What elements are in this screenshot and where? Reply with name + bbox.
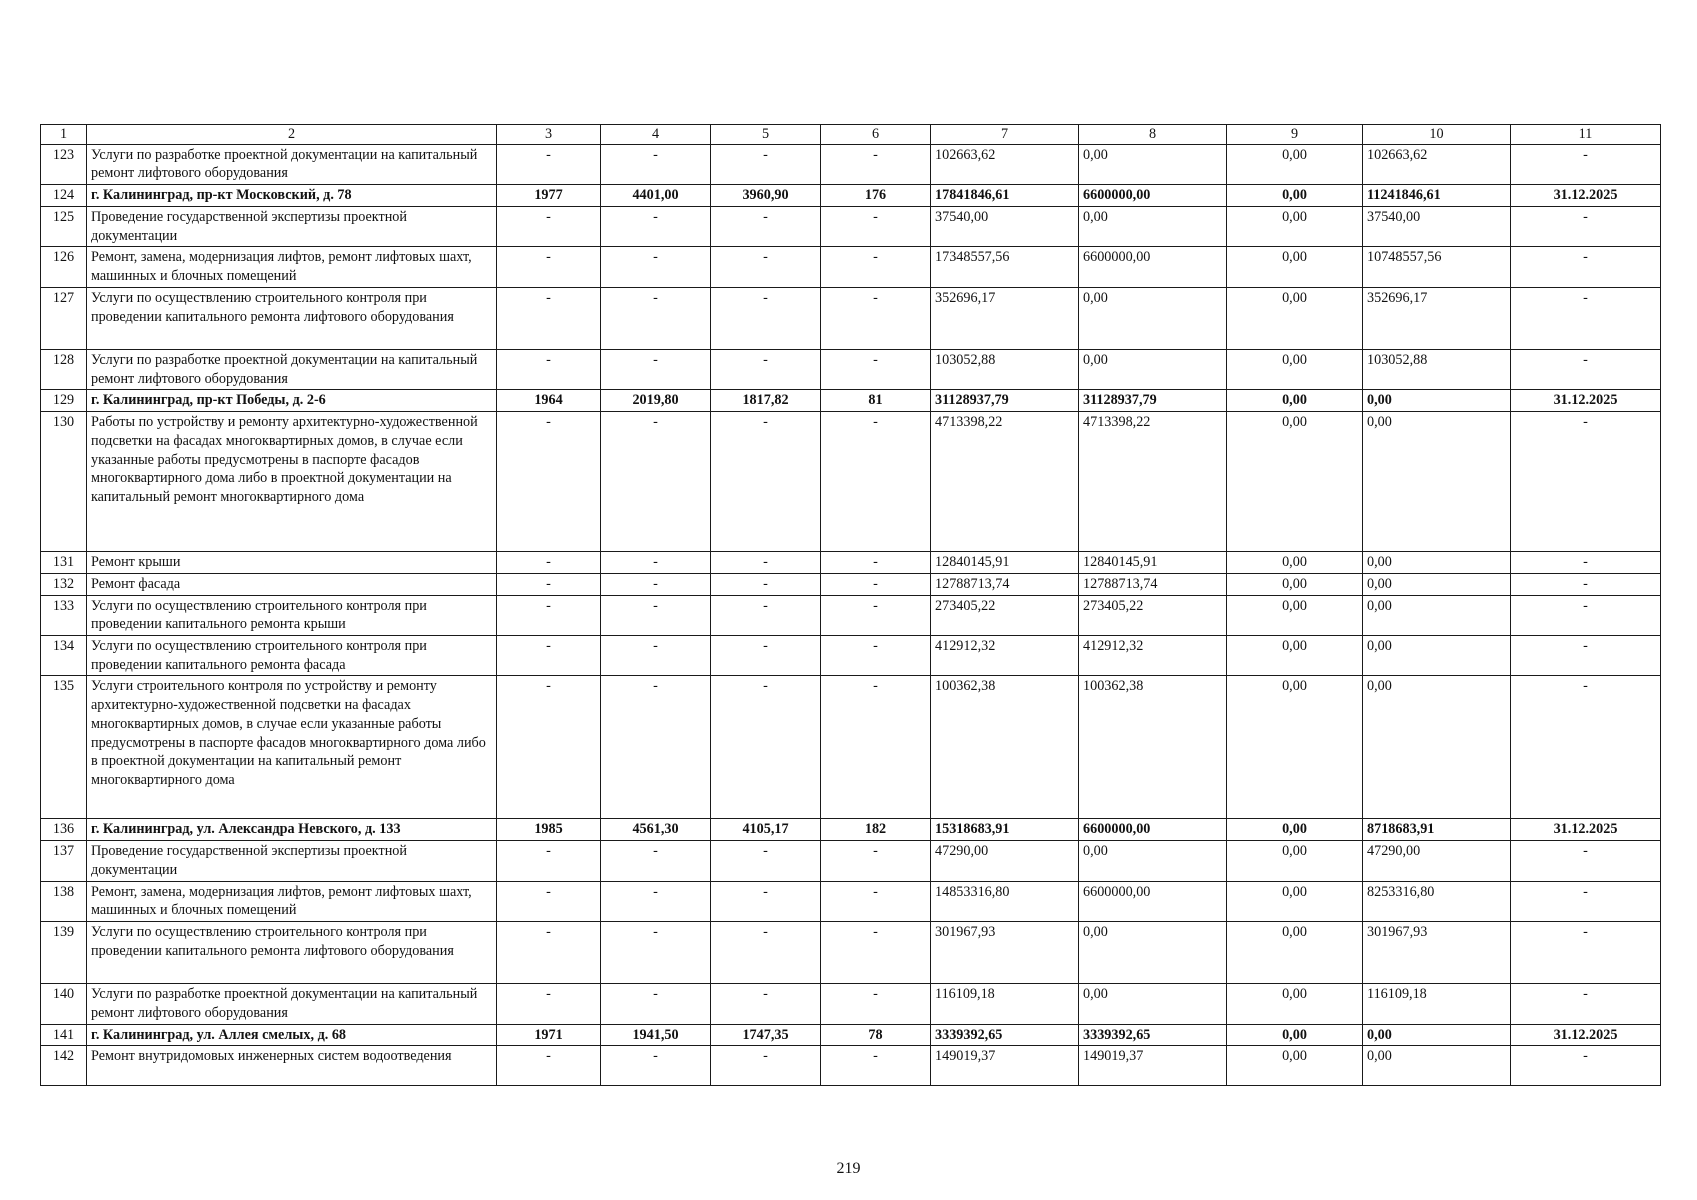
row-number: 129 — [41, 390, 87, 412]
build-year: - — [497, 412, 601, 552]
cost-column-8: 12788713,74 — [1079, 573, 1227, 595]
work-row — [41, 922, 1661, 984]
living-area: - — [711, 349, 821, 389]
living-area: - — [711, 1046, 821, 1086]
residents-count: - — [821, 676, 931, 819]
cost-column-9: 0,00 — [1227, 552, 1363, 574]
living-area: 4105,17 — [711, 819, 821, 841]
row-number: 141 — [41, 1024, 87, 1046]
total-cost: 301967,93 — [931, 922, 1079, 984]
row-number: 135 — [41, 676, 87, 819]
cost-column-10: 47290,00 — [1363, 841, 1511, 881]
living-area: 1817,82 — [711, 390, 821, 412]
total-area: - — [601, 573, 711, 595]
row-number: 123 — [41, 144, 87, 184]
cost-column-8: 3339392,65 — [1079, 1024, 1227, 1046]
cost-column-8: 273405,22 — [1079, 595, 1227, 635]
living-area: - — [711, 412, 821, 552]
work-description: Работы по устройству и ремонту архитектурно-художественной подсветки на фасадах многоквартирных домов, в случае если указанные работы предусмотрены в паспорте фасадов многоквартирного дома либо в проектной документации на капитальный ремонт многоквартирного дома — [87, 412, 497, 552]
cost-column-10: 0,00 — [1363, 595, 1511, 635]
cost-column-8: 0,00 — [1079, 841, 1227, 881]
cost-column-9: 0,00 — [1227, 349, 1363, 389]
address-row — [41, 1024, 1661, 1046]
capital-repair-table — [40, 124, 1661, 1086]
living-area: - — [711, 552, 821, 574]
work-description: Услуги по осуществлению строительного контроля при проведении капитального ремонта лифтового оборудования — [87, 287, 497, 349]
cost-column-9: 0,00 — [1227, 984, 1363, 1024]
cost-column-10: 352696,17 — [1363, 287, 1511, 349]
column-number: 9 — [1227, 125, 1363, 145]
column-number: 6 — [821, 125, 931, 145]
deadline: 31.12.2025 — [1511, 390, 1661, 412]
work-row — [41, 984, 1661, 1024]
row-number: 131 — [41, 552, 87, 574]
cost-column-8: 0,00 — [1079, 144, 1227, 184]
cost-column-9: 0,00 — [1227, 287, 1363, 349]
living-area: - — [711, 573, 821, 595]
build-year: 1985 — [497, 819, 601, 841]
total-cost: 3339392,65 — [931, 1024, 1079, 1046]
column-number: 1 — [41, 125, 87, 145]
total-cost: 352696,17 — [931, 287, 1079, 349]
total-area: - — [601, 841, 711, 881]
total-area: - — [601, 349, 711, 389]
deadline: - — [1511, 349, 1661, 389]
build-year: - — [497, 636, 601, 676]
work-description: Услуги по разработке проектной документации на капитальный ремонт лифтового оборудования — [87, 984, 497, 1024]
total-area: - — [601, 206, 711, 246]
total-cost: 102663,62 — [931, 144, 1079, 184]
work-row — [41, 595, 1661, 635]
cost-column-9: 0,00 — [1227, 412, 1363, 552]
total-cost: 103052,88 — [931, 349, 1079, 389]
cost-column-9: 0,00 — [1227, 1024, 1363, 1046]
work-row — [41, 247, 1661, 287]
work-row — [41, 881, 1661, 921]
total-area: - — [601, 412, 711, 552]
cost-column-10: 301967,93 — [1363, 922, 1511, 984]
build-year: - — [497, 349, 601, 389]
build-year: 1977 — [497, 185, 601, 207]
address-row — [41, 819, 1661, 841]
column-number: 3 — [497, 125, 601, 145]
deadline: - — [1511, 984, 1661, 1024]
work-description: Услуги по разработке проектной документации на капитальный ремонт лифтового оборудования — [87, 349, 497, 389]
deadline: - — [1511, 922, 1661, 984]
row-number: 138 — [41, 881, 87, 921]
residents-count: - — [821, 841, 931, 881]
row-number: 134 — [41, 636, 87, 676]
cost-column-9: 0,00 — [1227, 1046, 1363, 1086]
row-number: 128 — [41, 349, 87, 389]
cost-column-10: 0,00 — [1363, 412, 1511, 552]
deadline: - — [1511, 247, 1661, 287]
cost-column-9: 0,00 — [1227, 390, 1363, 412]
work-description: Ремонт фасада — [87, 573, 497, 595]
living-area: - — [711, 287, 821, 349]
build-year: - — [497, 676, 601, 819]
build-year: - — [497, 206, 601, 246]
residents-count: 182 — [821, 819, 931, 841]
residents-count: - — [821, 1046, 931, 1086]
column-number: 2 — [87, 125, 497, 145]
total-area: - — [601, 984, 711, 1024]
living-area: - — [711, 636, 821, 676]
cost-column-10: 103052,88 — [1363, 349, 1511, 389]
cost-column-10: 116109,18 — [1363, 984, 1511, 1024]
build-year: - — [497, 881, 601, 921]
cost-column-10: 11241846,61 — [1363, 185, 1511, 207]
deadline: - — [1511, 552, 1661, 574]
residents-count: - — [821, 573, 931, 595]
residents-count: - — [821, 595, 931, 635]
cost-column-10: 0,00 — [1363, 636, 1511, 676]
residents-count: - — [821, 349, 931, 389]
cost-column-10: 37540,00 — [1363, 206, 1511, 246]
deadline: - — [1511, 412, 1661, 552]
cost-column-10: 0,00 — [1363, 552, 1511, 574]
work-description: Ремонт внутридомовых инженерных систем водоотведения — [87, 1046, 497, 1086]
address-row — [41, 185, 1661, 207]
living-area: - — [711, 984, 821, 1024]
work-description: Ремонт крыши — [87, 552, 497, 574]
column-number-row — [41, 125, 1661, 145]
build-year: - — [497, 144, 601, 184]
total-cost: 273405,22 — [931, 595, 1079, 635]
work-row — [41, 206, 1661, 246]
total-cost: 149019,37 — [931, 1046, 1079, 1086]
total-cost: 12788713,74 — [931, 573, 1079, 595]
build-year: - — [497, 573, 601, 595]
table-body — [41, 125, 1661, 1086]
cost-column-9: 0,00 — [1227, 573, 1363, 595]
deadline: - — [1511, 595, 1661, 635]
total-area: - — [601, 552, 711, 574]
address-row — [41, 390, 1661, 412]
deadline: 31.12.2025 — [1511, 819, 1661, 841]
cost-column-9: 0,00 — [1227, 595, 1363, 635]
cost-column-10: 0,00 — [1363, 1024, 1511, 1046]
total-area: - — [601, 595, 711, 635]
deadline: 31.12.2025 — [1511, 185, 1661, 207]
cost-column-9: 0,00 — [1227, 636, 1363, 676]
living-area: - — [711, 144, 821, 184]
work-row — [41, 552, 1661, 574]
page-number: 219 — [836, 1160, 861, 1177]
residents-count: - — [821, 881, 931, 921]
deadline: - — [1511, 1046, 1661, 1086]
residents-count: - — [821, 144, 931, 184]
work-description: Ремонт, замена, модернизация лифтов, ремонт лифтовых шахт, машинных и блочных помещений — [87, 881, 497, 921]
work-description: Проведение государственной экспертизы проектной документации — [87, 841, 497, 881]
row-number: 137 — [41, 841, 87, 881]
build-year: - — [497, 595, 601, 635]
build-year: - — [497, 552, 601, 574]
work-row — [41, 412, 1661, 552]
total-area: 1941,50 — [601, 1024, 711, 1046]
work-description: Проведение государственной экспертизы проектной документации — [87, 206, 497, 246]
build-year: 1971 — [497, 1024, 601, 1046]
row-number: 124 — [41, 185, 87, 207]
total-area: 4561,30 — [601, 819, 711, 841]
row-number: 127 — [41, 287, 87, 349]
total-cost: 37540,00 — [931, 206, 1079, 246]
total-cost: 4713398,22 — [931, 412, 1079, 552]
cost-column-10: 0,00 — [1363, 1046, 1511, 1086]
cost-column-10: 102663,62 — [1363, 144, 1511, 184]
row-number: 125 — [41, 206, 87, 246]
cost-column-9: 0,00 — [1227, 144, 1363, 184]
total-cost: 47290,00 — [931, 841, 1079, 881]
deadline: - — [1511, 287, 1661, 349]
cost-column-9: 0,00 — [1227, 206, 1363, 246]
total-area: 4401,00 — [601, 185, 711, 207]
total-area: 2019,80 — [601, 390, 711, 412]
total-cost: 17841846,61 — [931, 185, 1079, 207]
cost-column-10: 0,00 — [1363, 573, 1511, 595]
cost-column-8: 6600000,00 — [1079, 881, 1227, 921]
row-number: 139 — [41, 922, 87, 984]
document-sheet — [40, 124, 1660, 1086]
work-row — [41, 676, 1661, 819]
work-description: Услуги строительного контроля по устройству и ремонту архитектурно-художественной подсветки на фасадах многоквартирных домов, в случае если указанные работы предусмотрены в паспорте фасадов многоквартирного дома либо в проектной документации на капитальный ремонт многоквартирного дома — [87, 676, 497, 819]
residents-count: - — [821, 552, 931, 574]
cost-column-8: 0,00 — [1079, 206, 1227, 246]
residents-count: 78 — [821, 1024, 931, 1046]
column-number: 7 — [931, 125, 1079, 145]
work-row — [41, 144, 1661, 184]
row-number: 132 — [41, 573, 87, 595]
total-cost: 17348557,56 — [931, 247, 1079, 287]
total-area: - — [601, 881, 711, 921]
cost-column-8: 0,00 — [1079, 287, 1227, 349]
residents-count: - — [821, 247, 931, 287]
work-description: Услуги по осуществлению строительного контроля при проведении капитального ремонта лифтового оборудования — [87, 922, 497, 984]
total-cost: 31128937,79 — [931, 390, 1079, 412]
cost-column-8: 6600000,00 — [1079, 247, 1227, 287]
cost-column-8: 0,00 — [1079, 922, 1227, 984]
deadline: 31.12.2025 — [1511, 1024, 1661, 1046]
work-description: г. Калининград, ул. Аллея смелых, д. 68 — [87, 1024, 497, 1046]
total-area: - — [601, 287, 711, 349]
total-area: - — [601, 636, 711, 676]
cost-column-8: 12840145,91 — [1079, 552, 1227, 574]
work-description: г. Калининград, ул. Александра Невского, д. 133 — [87, 819, 497, 841]
row-number: 126 — [41, 247, 87, 287]
cost-column-8: 149019,37 — [1079, 1046, 1227, 1086]
residents-count: - — [821, 636, 931, 676]
work-row — [41, 349, 1661, 389]
work-description: г. Калининград, пр-кт Победы, д. 2-6 — [87, 390, 497, 412]
living-area: - — [711, 922, 821, 984]
row-number: 140 — [41, 984, 87, 1024]
total-area: - — [601, 922, 711, 984]
work-description: Услуги по разработке проектной документации на капитальный ремонт лифтового оборудования — [87, 144, 497, 184]
deadline: - — [1511, 573, 1661, 595]
cost-column-9: 0,00 — [1227, 841, 1363, 881]
work-row — [41, 1046, 1661, 1086]
cost-column-8: 31128937,79 — [1079, 390, 1227, 412]
total-cost: 116109,18 — [931, 984, 1079, 1024]
cost-column-9: 0,00 — [1227, 185, 1363, 207]
total-cost: 412912,32 — [931, 636, 1079, 676]
residents-count: 81 — [821, 390, 931, 412]
cost-column-9: 0,00 — [1227, 922, 1363, 984]
cost-column-8: 6600000,00 — [1079, 819, 1227, 841]
cost-column-8: 0,00 — [1079, 984, 1227, 1024]
row-number: 142 — [41, 1046, 87, 1086]
row-number: 133 — [41, 595, 87, 635]
column-number: 8 — [1079, 125, 1227, 145]
residents-count: 176 — [821, 185, 931, 207]
deadline: - — [1511, 206, 1661, 246]
build-year: 1964 — [497, 390, 601, 412]
column-number: 11 — [1511, 125, 1661, 145]
residents-count: - — [821, 412, 931, 552]
build-year: - — [497, 922, 601, 984]
cost-column-10: 8718683,91 — [1363, 819, 1511, 841]
living-area: - — [711, 676, 821, 819]
deadline: - — [1511, 636, 1661, 676]
living-area: 1747,35 — [711, 1024, 821, 1046]
build-year: - — [497, 287, 601, 349]
total-cost: 15318683,91 — [931, 819, 1079, 841]
living-area: - — [711, 595, 821, 635]
cost-column-8: 4713398,22 — [1079, 412, 1227, 552]
total-cost: 100362,38 — [931, 676, 1079, 819]
column-number: 4 — [601, 125, 711, 145]
build-year: - — [497, 984, 601, 1024]
deadline: - — [1511, 841, 1661, 881]
cost-column-10: 10748557,56 — [1363, 247, 1511, 287]
living-area: - — [711, 247, 821, 287]
living-area: - — [711, 881, 821, 921]
living-area: 3960,90 — [711, 185, 821, 207]
build-year: - — [497, 1046, 601, 1086]
cost-column-8: 0,00 — [1079, 349, 1227, 389]
residents-count: - — [821, 984, 931, 1024]
cost-column-10: 8253316,80 — [1363, 881, 1511, 921]
cost-column-9: 0,00 — [1227, 881, 1363, 921]
residents-count: - — [821, 287, 931, 349]
column-number: 10 — [1363, 125, 1511, 145]
total-cost: 14853316,80 — [931, 881, 1079, 921]
total-area: - — [601, 676, 711, 819]
cost-column-9: 0,00 — [1227, 676, 1363, 819]
deadline: - — [1511, 676, 1661, 819]
total-cost: 12840145,91 — [931, 552, 1079, 574]
work-description: Услуги по осуществлению строительного контроля при проведении капитального ремонта крыши — [87, 595, 497, 635]
cost-column-9: 0,00 — [1227, 247, 1363, 287]
work-description: Услуги по осуществлению строительного контроля при проведении капитального ремонта фасада — [87, 636, 497, 676]
total-area: - — [601, 1046, 711, 1086]
deadline: - — [1511, 144, 1661, 184]
column-number: 5 — [711, 125, 821, 145]
cost-column-8: 412912,32 — [1079, 636, 1227, 676]
residents-count: - — [821, 206, 931, 246]
work-row — [41, 573, 1661, 595]
cost-column-10: 0,00 — [1363, 390, 1511, 412]
work-row — [41, 841, 1661, 881]
deadline: - — [1511, 881, 1661, 921]
work-description: г. Калининград, пр-кт Московский, д. 78 — [87, 185, 497, 207]
residents-count: - — [821, 922, 931, 984]
total-area: - — [601, 247, 711, 287]
work-description: Ремонт, замена, модернизация лифтов, ремонт лифтовых шахт, машинных и блочных помещений — [87, 247, 497, 287]
cost-column-8: 6600000,00 — [1079, 185, 1227, 207]
row-number: 136 — [41, 819, 87, 841]
living-area: - — [711, 841, 821, 881]
work-row — [41, 636, 1661, 676]
work-row — [41, 287, 1661, 349]
living-area: - — [711, 206, 821, 246]
total-area: - — [601, 144, 711, 184]
cost-column-10: 0,00 — [1363, 676, 1511, 819]
build-year: - — [497, 247, 601, 287]
build-year: - — [497, 841, 601, 881]
row-number: 130 — [41, 412, 87, 552]
cost-column-9: 0,00 — [1227, 819, 1363, 841]
cost-column-8: 100362,38 — [1079, 676, 1227, 819]
